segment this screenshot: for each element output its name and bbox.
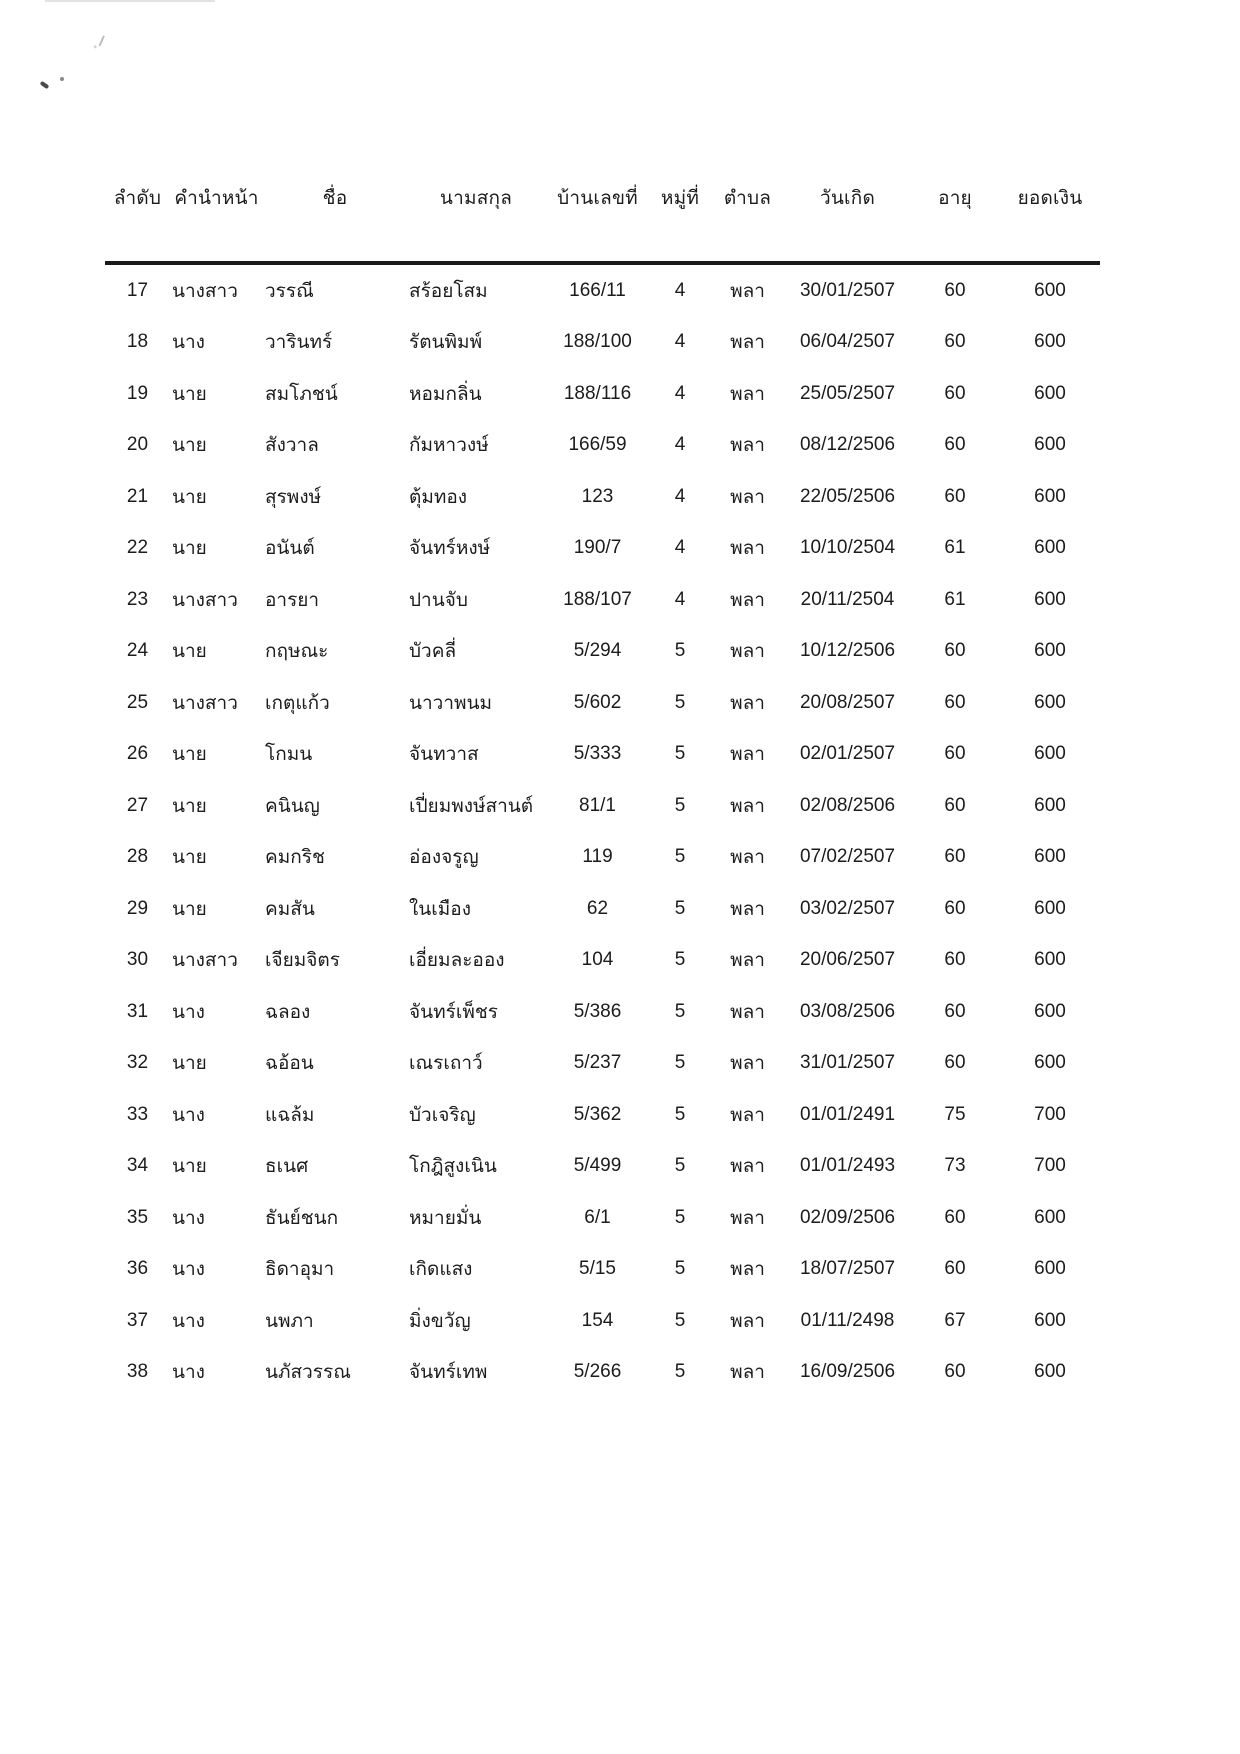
cell-no: 36 bbox=[126, 1258, 149, 1280]
cell-moo: 5 bbox=[674, 1155, 686, 1177]
table-row bbox=[105, 1244, 1100, 1296]
cell-moo: 4 bbox=[674, 331, 686, 353]
cell-tambon: พลา bbox=[730, 1001, 765, 1023]
cell-last: โกฎิสูงเนิน bbox=[409, 1156, 497, 1178]
cell-last: เณรเถาว์ bbox=[409, 1053, 483, 1075]
cell-tambon: พลา bbox=[730, 950, 765, 972]
cell-birth: 01/11/2498 bbox=[800, 1309, 895, 1331]
cell-age: 60 bbox=[944, 434, 966, 456]
cell-birth: 07/02/2507 bbox=[799, 846, 896, 868]
cell-moo: 5 bbox=[674, 794, 686, 816]
cell-tambon: พลา bbox=[730, 1362, 765, 1384]
cell-age: 60 bbox=[944, 485, 966, 507]
cell-tambon: พลา bbox=[730, 332, 765, 354]
cell-birth: 18/07/2507 bbox=[799, 1258, 896, 1280]
cell-age: 60 bbox=[944, 1000, 966, 1022]
column-header-age: อายุ bbox=[910, 170, 1000, 263]
cell-amount: 600 bbox=[1034, 897, 1066, 919]
cell-first: วารินทร์ bbox=[265, 332, 333, 354]
cell-house: 81/1 bbox=[579, 794, 616, 816]
cell-no: 38 bbox=[126, 1361, 149, 1383]
cell-amount: 600 bbox=[1034, 1309, 1066, 1331]
cell-prefix: นาย bbox=[172, 435, 207, 457]
cell-moo: 5 bbox=[674, 1258, 686, 1280]
cell-last: จันทวาส bbox=[409, 744, 479, 766]
table-row bbox=[105, 780, 1100, 832]
cell-age: 60 bbox=[944, 691, 966, 713]
cell-amount: 600 bbox=[1034, 1206, 1066, 1228]
cell-age: 60 bbox=[944, 743, 966, 765]
cell-last: สร้อยโสม bbox=[409, 280, 488, 302]
table-header bbox=[105, 170, 1100, 263]
table-row bbox=[105, 1141, 1100, 1193]
table-row bbox=[105, 471, 1100, 523]
cell-first: ฉอ้อน bbox=[265, 1053, 314, 1075]
cell-tambon: พลา bbox=[730, 795, 765, 817]
cell-tambon: พลา bbox=[730, 1310, 765, 1332]
column-header-first: ชื่อ bbox=[263, 170, 407, 263]
cell-amount: 600 bbox=[1034, 382, 1066, 404]
cell-birth: 31/01/2507 bbox=[799, 1052, 896, 1074]
column-header-tambon: ตำบล bbox=[710, 170, 785, 263]
cell-last: อ่องจรูญ bbox=[409, 847, 479, 869]
cell-amount: 600 bbox=[1034, 434, 1066, 456]
cell-age: 61 bbox=[944, 537, 966, 559]
cell-age: 60 bbox=[944, 794, 966, 816]
cell-prefix: นาย bbox=[172, 641, 207, 663]
cell-last: กัมหาวงษ์ bbox=[409, 435, 489, 457]
cell-house: 5/15 bbox=[579, 1258, 616, 1280]
cell-last: ตุ้มทอง bbox=[409, 486, 468, 508]
cell-no: 22 bbox=[126, 537, 149, 559]
cell-first: อนันต์ bbox=[265, 538, 315, 560]
table-row bbox=[105, 420, 1100, 472]
cell-birth: 02/08/2506 bbox=[799, 794, 896, 816]
cell-no: 37 bbox=[126, 1309, 149, 1331]
cell-amount: 600 bbox=[1034, 537, 1066, 559]
cell-age: 60 bbox=[944, 1361, 966, 1383]
column-header-amount: ยอดเงิน bbox=[1000, 170, 1100, 263]
cell-prefix: นาง bbox=[172, 332, 205, 354]
cell-age: 60 bbox=[944, 1052, 966, 1074]
cell-no: 32 bbox=[126, 1052, 149, 1074]
cell-age: 60 bbox=[944, 382, 966, 404]
cell-house: 5/386 bbox=[573, 1000, 622, 1022]
cell-no: 17 bbox=[126, 279, 149, 301]
cell-house: 166/11 bbox=[569, 279, 626, 301]
table-row bbox=[105, 317, 1100, 369]
cell-tambon: พลา bbox=[730, 538, 765, 560]
cell-first: เจียมจิตร bbox=[265, 950, 340, 972]
column-header-moo: หมู่ที่ bbox=[650, 170, 710, 263]
cell-first: ธันย์ชนก bbox=[265, 1207, 339, 1229]
cell-birth: 10/10/2504 bbox=[799, 537, 896, 559]
cell-first: ฉลอง bbox=[265, 1001, 311, 1023]
cell-amount: 700 bbox=[1034, 1103, 1066, 1125]
cell-no: 18 bbox=[126, 331, 149, 353]
cell-house: 190/7 bbox=[573, 537, 622, 559]
table-body bbox=[105, 263, 1100, 1398]
cell-last: จันทร์เพ็ชร bbox=[409, 1001, 498, 1023]
cell-first: สมโภชน์ bbox=[265, 383, 338, 405]
cell-house: 188/100 bbox=[563, 331, 632, 353]
cell-moo: 4 bbox=[674, 588, 686, 610]
cell-prefix: นาย bbox=[172, 744, 207, 766]
cell-moo: 5 bbox=[674, 640, 686, 662]
cell-moo: 4 bbox=[674, 279, 686, 301]
cell-birth: 20/11/2504 bbox=[800, 588, 895, 610]
cell-moo: 4 bbox=[674, 537, 686, 559]
cell-tambon: พลา bbox=[730, 692, 765, 714]
cell-first: นพภา bbox=[265, 1310, 314, 1332]
table-row bbox=[105, 832, 1100, 884]
cell-amount: 600 bbox=[1034, 1258, 1066, 1280]
table-row bbox=[105, 1347, 1100, 1399]
column-header-prefix: คำนำหน้า bbox=[170, 170, 263, 263]
cell-birth: 08/12/2506 bbox=[799, 434, 896, 456]
cell-last: หมายมั่น bbox=[409, 1207, 482, 1229]
beneficiary-table bbox=[105, 170, 1100, 1398]
cell-no: 34 bbox=[126, 1155, 149, 1177]
cell-house: 62 bbox=[586, 897, 609, 919]
cell-birth: 10/12/2506 bbox=[799, 640, 896, 662]
cell-moo: 5 bbox=[674, 1361, 686, 1383]
cell-moo: 5 bbox=[674, 1052, 686, 1074]
cell-prefix: นาง bbox=[172, 1310, 205, 1332]
cell-tambon: พลา bbox=[730, 435, 765, 457]
cell-amount: 600 bbox=[1034, 485, 1066, 507]
cell-age: 60 bbox=[944, 1258, 966, 1280]
scan-speck bbox=[60, 77, 64, 81]
cell-tambon: พลา bbox=[730, 589, 765, 611]
cell-prefix: นางสาว bbox=[172, 280, 238, 302]
cell-last: บัวเจริญ bbox=[409, 1104, 476, 1126]
table-row bbox=[105, 935, 1100, 987]
cell-amount: 600 bbox=[1034, 794, 1066, 816]
cell-moo: 4 bbox=[674, 434, 686, 456]
cell-birth: 20/08/2507 bbox=[799, 691, 896, 713]
column-header-house: บ้านเลขที่ bbox=[545, 170, 650, 263]
cell-prefix: นางสาว bbox=[172, 692, 238, 714]
cell-moo: 5 bbox=[674, 846, 686, 868]
cell-prefix: นาง bbox=[172, 1207, 205, 1229]
cell-no: 26 bbox=[126, 743, 149, 765]
cell-no: 31 bbox=[126, 1000, 149, 1022]
cell-amount: 600 bbox=[1034, 588, 1066, 610]
cell-house: 5/294 bbox=[573, 640, 622, 662]
cell-last: นาวาพนม bbox=[409, 692, 493, 714]
cell-age: 60 bbox=[944, 331, 966, 353]
cell-prefix: นางสาว bbox=[172, 950, 238, 972]
cell-age: 61 bbox=[944, 588, 966, 610]
cell-first: สังวาล bbox=[265, 435, 319, 457]
table-row bbox=[105, 1295, 1100, 1347]
cell-first: ธิดาอุมา bbox=[265, 1259, 335, 1281]
table-row bbox=[105, 883, 1100, 935]
cell-age: 60 bbox=[944, 897, 966, 919]
cell-no: 28 bbox=[126, 846, 149, 868]
cell-prefix: นาย bbox=[172, 538, 207, 560]
cell-tambon: พลา bbox=[730, 1104, 765, 1126]
cell-last: เกิดแสง bbox=[409, 1259, 473, 1281]
cell-amount: 600 bbox=[1034, 1052, 1066, 1074]
cell-no: 35 bbox=[126, 1206, 149, 1228]
cell-tambon: พลา bbox=[730, 1207, 765, 1229]
cell-prefix: นาย bbox=[172, 383, 207, 405]
cell-no: 25 bbox=[126, 691, 149, 713]
cell-house: 104 bbox=[581, 949, 614, 971]
table-row bbox=[105, 986, 1100, 1038]
cell-age: 75 bbox=[944, 1103, 966, 1125]
cell-prefix: นาย bbox=[172, 795, 207, 817]
scan-speck bbox=[40, 81, 50, 89]
cell-prefix: นาย bbox=[172, 1156, 207, 1178]
cell-tambon: พลา bbox=[730, 1156, 765, 1178]
cell-birth: 02/09/2506 bbox=[799, 1206, 896, 1228]
cell-age: 60 bbox=[944, 640, 966, 662]
cell-amount: 600 bbox=[1034, 1000, 1066, 1022]
table-row bbox=[105, 574, 1100, 626]
cell-amount: 600 bbox=[1034, 279, 1066, 301]
table-row bbox=[105, 523, 1100, 575]
table-header-row bbox=[105, 170, 1100, 263]
cell-last: จันทร์เทพ bbox=[409, 1362, 488, 1384]
cell-house: 5/333 bbox=[573, 743, 622, 765]
cell-first: คมสัน bbox=[265, 898, 315, 920]
cell-age: 67 bbox=[944, 1309, 966, 1331]
cell-last: บัวคลี่ bbox=[409, 641, 457, 663]
cell-last: มิ่งขวัญ bbox=[409, 1310, 471, 1332]
cell-house: 166/59 bbox=[568, 434, 627, 456]
cell-amount: 700 bbox=[1034, 1155, 1066, 1177]
table-row bbox=[105, 626, 1100, 678]
cell-amount: 600 bbox=[1034, 949, 1066, 971]
table-row bbox=[105, 729, 1100, 781]
cell-birth: 30/01/2507 bbox=[799, 279, 896, 301]
cell-house: 119 bbox=[582, 846, 613, 868]
cell-amount: 600 bbox=[1034, 743, 1066, 765]
cell-amount: 600 bbox=[1034, 691, 1066, 713]
table-row bbox=[105, 1089, 1100, 1141]
cell-first: เกตุแก้ว bbox=[265, 692, 330, 714]
cell-house: 5/237 bbox=[573, 1052, 622, 1074]
cell-no: 20 bbox=[126, 434, 149, 456]
table-row bbox=[105, 677, 1100, 729]
cell-prefix: นาง bbox=[172, 1104, 205, 1126]
cell-prefix: นาย bbox=[172, 898, 207, 920]
cell-age: 60 bbox=[944, 279, 966, 301]
cell-moo: 5 bbox=[674, 1000, 686, 1022]
cell-house: 5/499 bbox=[573, 1155, 622, 1177]
cell-tambon: พลา bbox=[730, 1053, 765, 1075]
cell-tambon: พลา bbox=[730, 847, 765, 869]
cell-last: เปี่ยมพงษ์สานต์ bbox=[409, 795, 534, 817]
cell-last: ในเมือง bbox=[409, 898, 471, 920]
cell-prefix: นาย bbox=[172, 847, 207, 869]
cell-birth: 16/09/2506 bbox=[799, 1361, 896, 1383]
cell-tambon: พลา bbox=[730, 486, 765, 508]
cell-last: เอี่ยมละออง bbox=[409, 950, 505, 972]
cell-birth: 20/06/2507 bbox=[799, 949, 896, 971]
cell-no: 24 bbox=[126, 640, 149, 662]
cell-age: 73 bbox=[944, 1155, 966, 1177]
cell-birth: 22/05/2506 bbox=[799, 485, 896, 507]
cell-first: คมกริช bbox=[265, 847, 325, 869]
column-header-birth: วันเกิด bbox=[785, 170, 910, 263]
cell-house: 5/266 bbox=[573, 1361, 622, 1383]
cell-no: 19 bbox=[126, 382, 149, 404]
cell-first: สุรพงษ์ bbox=[265, 486, 322, 508]
cell-amount: 600 bbox=[1034, 331, 1066, 353]
cell-birth: 03/08/2506 bbox=[799, 1000, 896, 1022]
cell-no: 21 bbox=[126, 485, 149, 507]
cell-tambon: พลา bbox=[730, 280, 765, 302]
cell-age: 60 bbox=[944, 846, 966, 868]
cell-tambon: พลา bbox=[730, 641, 765, 663]
cell-age: 60 bbox=[944, 1206, 966, 1228]
cell-house: 123 bbox=[581, 485, 614, 507]
cell-moo: 5 bbox=[674, 691, 686, 713]
cell-age: 60 bbox=[944, 949, 966, 971]
cell-prefix: นาง bbox=[172, 1259, 205, 1281]
cell-moo: 5 bbox=[674, 897, 686, 919]
table-row bbox=[105, 368, 1100, 420]
cell-moo: 4 bbox=[674, 382, 686, 404]
cell-moo: 5 bbox=[674, 949, 686, 971]
cell-last: หอมกลิ่น bbox=[409, 383, 482, 405]
cell-amount: 600 bbox=[1034, 846, 1066, 868]
cell-house: 5/602 bbox=[573, 691, 622, 713]
cell-tambon: พลา bbox=[730, 383, 765, 405]
cell-prefix: นาง bbox=[172, 1001, 205, 1023]
cell-moo: 5 bbox=[674, 1309, 686, 1331]
cell-moo: 5 bbox=[674, 1103, 686, 1125]
scan-edge-streak bbox=[45, 0, 215, 2]
table-row bbox=[105, 263, 1100, 317]
cell-prefix: นาย bbox=[172, 486, 207, 508]
cell-first: นภัสวรรณ bbox=[265, 1362, 351, 1384]
cell-last: รัตนพิมพ์ bbox=[409, 332, 483, 354]
cell-moo: 4 bbox=[674, 485, 686, 507]
cell-birth: 06/04/2507 bbox=[799, 331, 896, 353]
cell-tambon: พลา bbox=[730, 1259, 765, 1281]
cell-birth: 02/01/2507 bbox=[799, 743, 896, 765]
cell-amount: 600 bbox=[1034, 1361, 1066, 1383]
scan-speck bbox=[92, 33, 105, 47]
column-header-no: ลำดับ bbox=[105, 170, 170, 263]
cell-no: 33 bbox=[126, 1103, 149, 1125]
cell-last: จันทร์หงษ์ bbox=[409, 538, 491, 560]
cell-first: โกมน bbox=[265, 744, 313, 766]
cell-amount: 600 bbox=[1034, 640, 1066, 662]
cell-prefix: นางสาว bbox=[172, 589, 238, 611]
cell-house: 188/116 bbox=[563, 382, 632, 404]
cell-first: วรรณี bbox=[265, 280, 314, 302]
cell-house: 154 bbox=[581, 1309, 614, 1331]
cell-birth: 25/05/2507 bbox=[799, 382, 896, 404]
column-header-last: นามสกุล bbox=[407, 170, 545, 263]
cell-birth: 01/01/2491 bbox=[799, 1103, 896, 1125]
cell-first: กฤษณะ bbox=[265, 641, 329, 663]
cell-house: 6/1 bbox=[584, 1206, 611, 1228]
cell-first: ธเนศ bbox=[265, 1156, 309, 1178]
cell-house: 188/107 bbox=[563, 588, 632, 610]
cell-no: 29 bbox=[126, 897, 149, 919]
table-row bbox=[105, 1038, 1100, 1090]
cell-tambon: พลา bbox=[730, 744, 765, 766]
cell-no: 30 bbox=[126, 949, 149, 971]
cell-first: คนินญ bbox=[265, 795, 320, 817]
table-row bbox=[105, 1192, 1100, 1244]
cell-house: 5/362 bbox=[573, 1103, 622, 1125]
cell-birth: 01/01/2493 bbox=[799, 1155, 896, 1177]
cell-prefix: นาย bbox=[172, 1053, 207, 1075]
cell-prefix: นาง bbox=[172, 1362, 205, 1384]
cell-no: 27 bbox=[126, 794, 149, 816]
cell-birth: 03/02/2507 bbox=[799, 897, 896, 919]
cell-no: 23 bbox=[126, 588, 149, 610]
cell-first: แฉล้ม bbox=[265, 1104, 315, 1126]
cell-last: ปานจับ bbox=[409, 589, 468, 611]
cell-moo: 5 bbox=[674, 743, 686, 765]
cell-tambon: พลา bbox=[730, 898, 765, 920]
cell-moo: 5 bbox=[674, 1206, 686, 1228]
cell-first: อารยา bbox=[265, 589, 320, 611]
